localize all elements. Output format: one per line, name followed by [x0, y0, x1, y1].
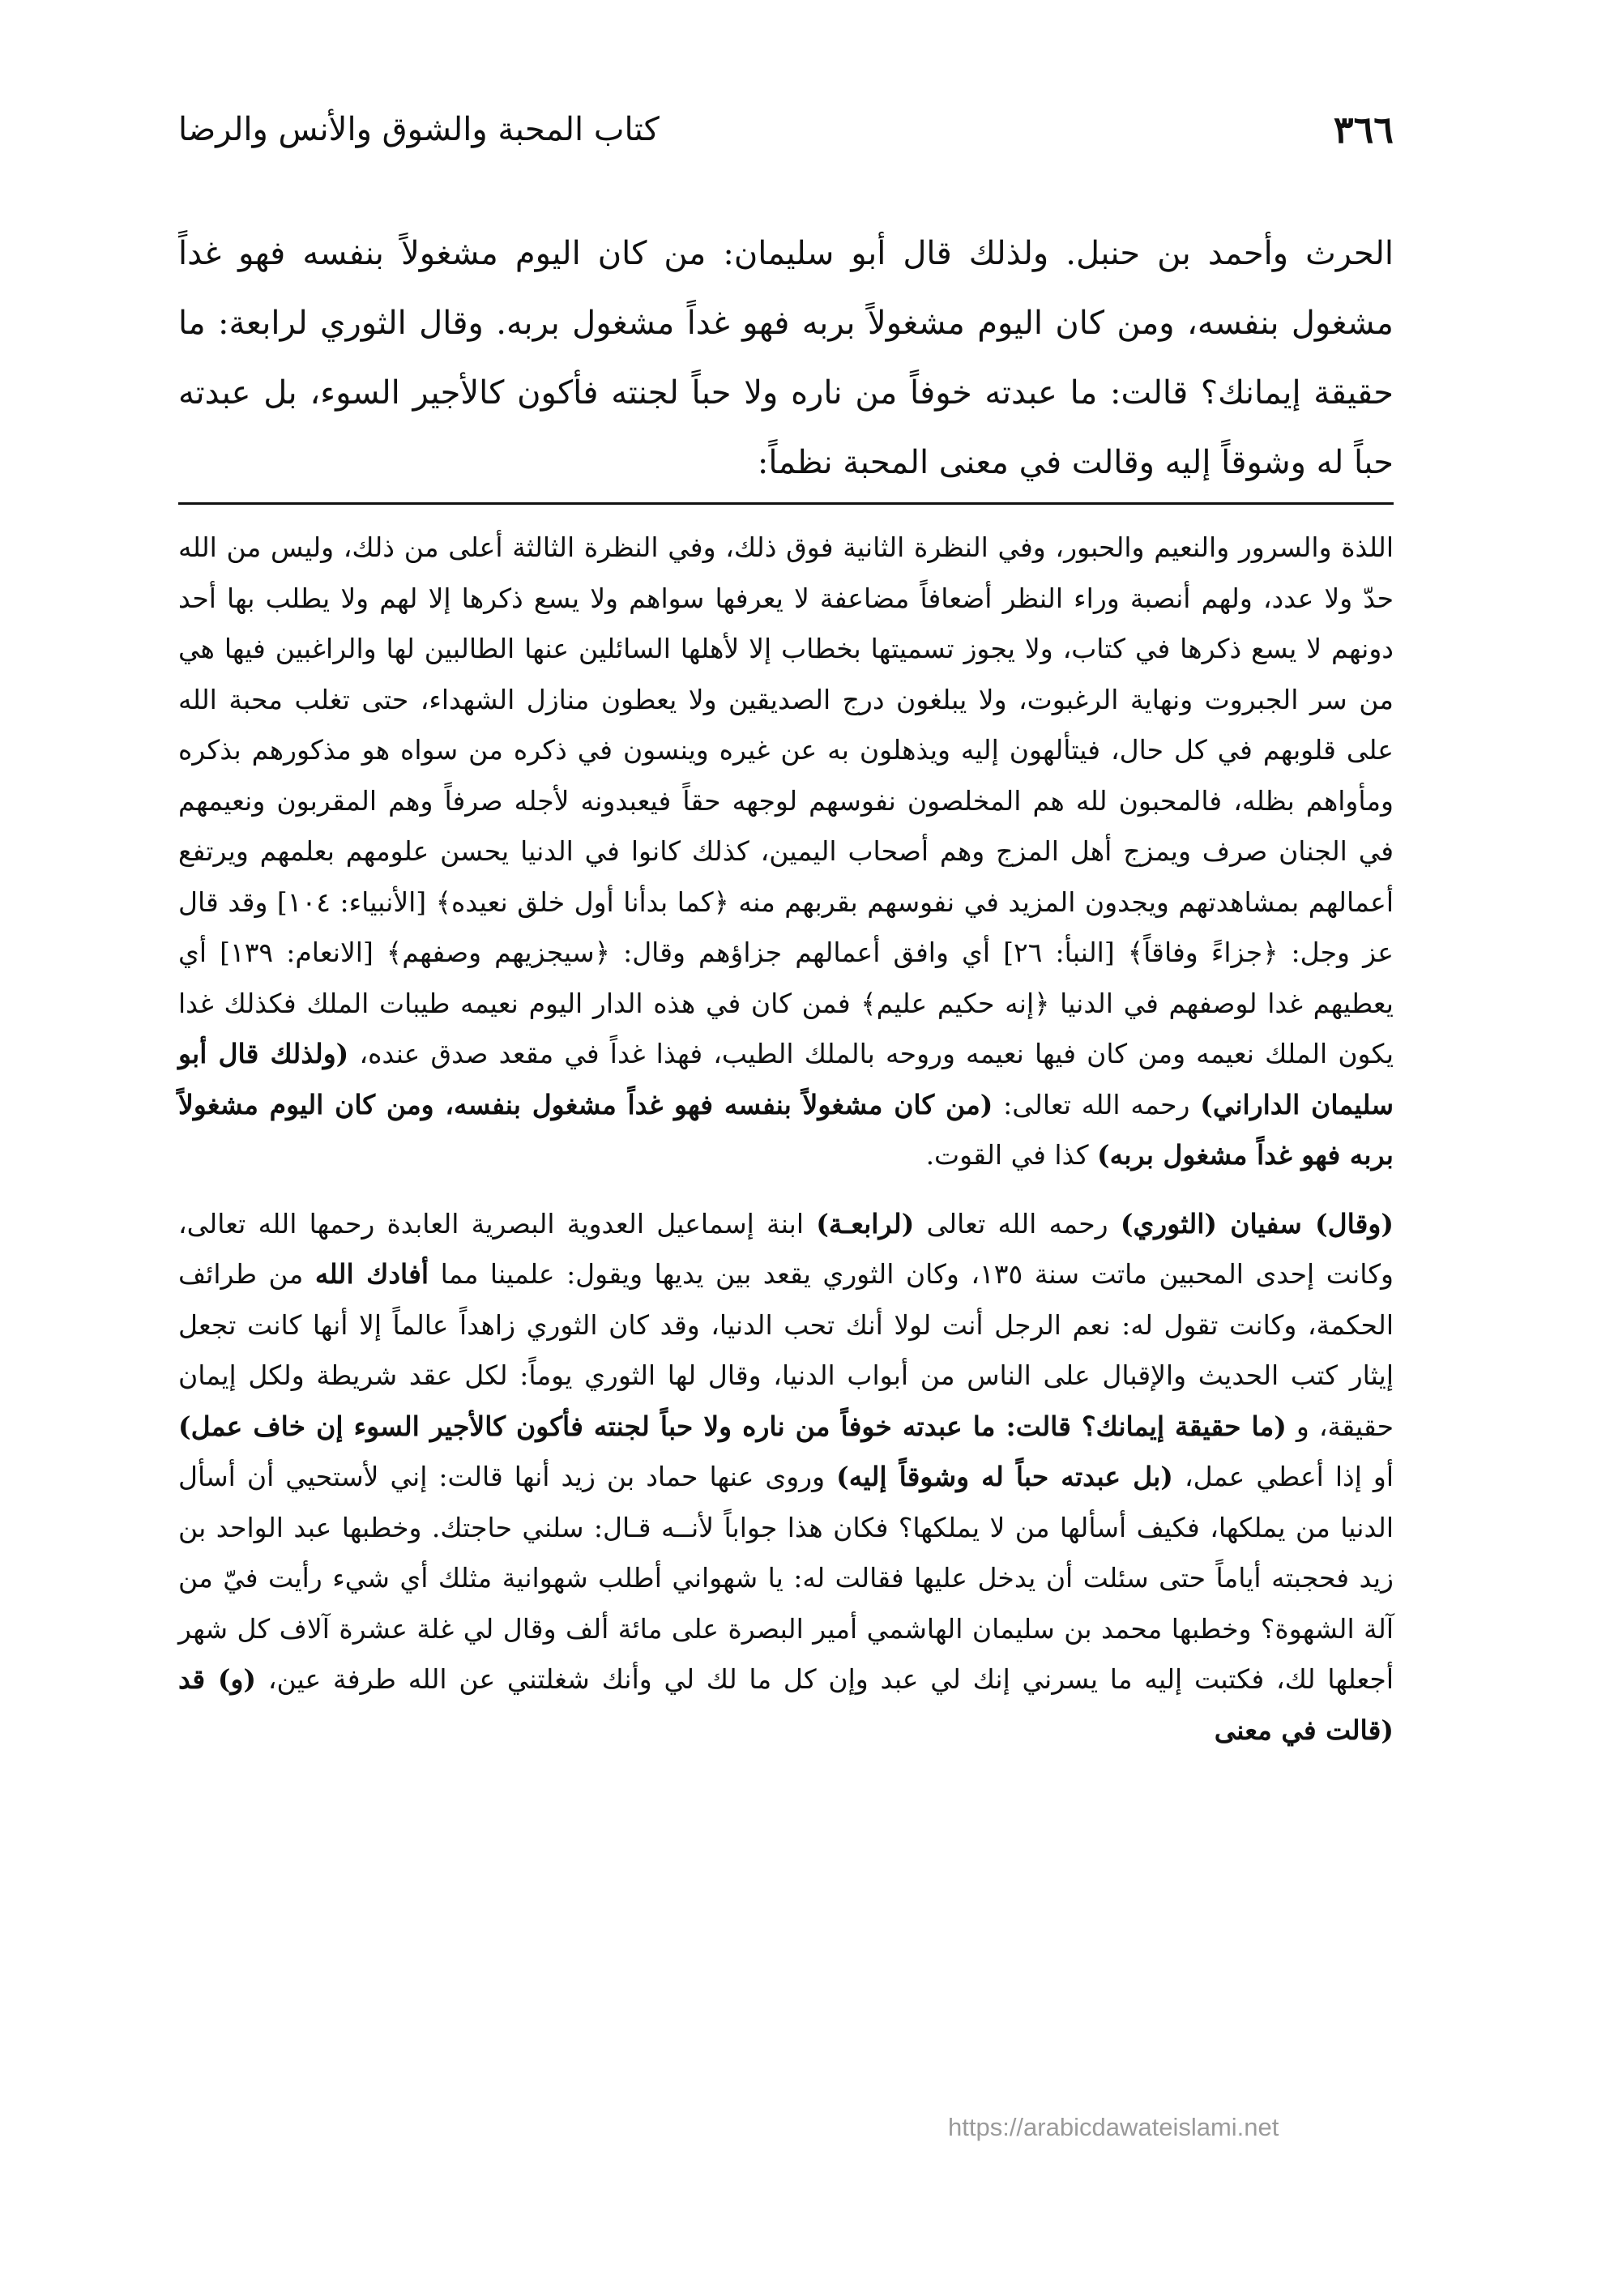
quoted-text: أفادك الله [314, 1258, 429, 1290]
book-page [178, 97, 1394, 2220]
quoted-text: (ولذلك قال أبو سليمان الداراني) [178, 1038, 1394, 1120]
running-title: كتاب المحبة والشوق والأنس والرضا [178, 111, 660, 148]
commentary-paragraph-1 [178, 523, 1394, 1181]
quoted-text: (وقال) سفيان (الثوري) [1120, 1207, 1394, 1240]
quoted-text: (و) قد (قالت في معنى [178, 1663, 1394, 1746]
commentary-paragraph-2 [178, 1199, 1394, 1756]
quoted-text: (بل عبدته حباً له وشوقاً إليه) [836, 1461, 1173, 1492]
commentary-text: رحمه الله تعالى: [1003, 1088, 1190, 1120]
commentary-text: رحمه الله تعالى [926, 1207, 1108, 1240]
commentary-text: كذا في القوت. [925, 1139, 1089, 1171]
section-divider [178, 502, 1394, 505]
commentary [178, 523, 1394, 1756]
page-number: ٣٦٦ [1333, 108, 1394, 152]
commentary-text: من طرائف الحكمة، وكانت تقول له: نعم الرجل أنت لولا أنك تحب الدنيا، وقد كان الثوري زاهداً عالماً إلا أنها كانت تجعل إيثار كتب الحديث والإقبال على الناس من أبواب الدنيا، وقال لها الثوري يوماً: لكل عقد شريطة ولكل إيمان حقيقة، و [178, 1258, 1394, 1442]
main-paragraph: الحرث وأحمد بن حنبل. ولذلك قال أبو سليمان: من كان اليوم مشغولاً بنفسه فهو غداً مشغول بنفسه، ومن كان اليوم مشغولاً بربه فهو غداً مشغول بربه. وقال الثوري لرابعة: ما حقيقة إيمانك؟ قالت: ما عبدته خوفاً من ناره ولا حباً لجنته فأكون كالأجير السوء، بل عبدته حباً له وشوقاً إليه وقالت في معنى المحبة نظماً: [178, 235, 1394, 481]
watermark-url: https://arabicdawateislami.net [948, 2113, 1279, 2141]
quoted-text: (ما حقيقة إيمانك؟ قالت: ما عبدته خوفاً من ناره ولا حباً لجنته فأكون كالأجير السوء إن خاف عمل) [178, 1410, 1287, 1442]
quoted-text: (لرابعـة) [816, 1207, 915, 1240]
commentary-text: وروى عنها حماد بن زيد أنها قالت: إني لأستحيي أن أسأل الدنيا من يملكها، فكيف أسألها من لا يملكها؟ فكان هذا جواباً لأنــه قـال: سلني حاجتك. وخطبها عبد الواحد بن زيد فحجبته أياماً حتى سئلت أن يدخل عليها فقالت له: يا شهواني أطلب شهوانية مثلك أي شيء رأيت فيّ من آلة الشهوة؟ وخطبها محمد بن سليمان الهاشمي أمير البصرة على مائة ألف وقال لي غلة عشرة آلاف كل شهر أجعلها لك، فكتبت إليه ما يسرني إنك لي عبد وإن كل ما لك لي وأنك شغلتني عن الله طرفة عين، [178, 1461, 1394, 1695]
commentary-text: اللذة والسرور والنعيم والحبور، وفي النظرة الثانية فوق ذلك، وفي النظرة الثالثة أعلى من ذلك، وليس من الله حدّ ولا عدد، ولهم أنصبة وراء النظر أضعافاً مضاعفة لا يعرفها سواهم ولا يسع ذكرها إلا لهم ولا يطلب بها أحد دونهم لا يسع ذكرها في كتاب، ولا يجوز تسميتها بخطاب إلا لأهلها السائلين عنها الطالبين لها والراغبين فيها هي من سر الجبروت ونهاية الرغبوت، ولا يبلغون درج الصديقين ولا يعطون منازل الشهداء، حتى تغلب محبة الله على قلوبهم في كل حال، فيتألهون إليه ويذهلون به عن غيره وينسون في ذكره من سواه هو مذكورهم بذكره ومأواهم بظله، فالمحبون لله هم المخلصون نفوسهم لوجهه حقاً فيعبدونه لأجله صرفاً وهم المقربون ونعيمهم في الجنان صرف ويمزج أهل المزج وهم أصحاب اليمين، كذلك كانوا في الدنيا يحسن علومهم بعلمهم ويرتفع أعمالهم بمشاهدتهم ويجدون المزيد في نفوسهم بقربهم منه ﴿كما بدأنا أول خلق نعيده﴾ [الأنبياء: ١٠٤] وقد قال عز وجل: ﴿جزاءً وفاقاً﴾ [النبأ: ٢٦] أي وافق أعمالهم جزاؤهم وقال: ﴿سيجزيهم وصفهم﴾ [الانعام: ١٣٩] أي يعطيهم غدا لوصفهم في الدنيا ﴿إنه حكيم عليم﴾ فمن كان في هذه الدار اليوم نعيمه طيبات الملك فكذلك غدا يكون الملك نعيمه ومن كان فيها نعيمه وروحه بالملك الطيب، فهذا غداً في مقعد صدق عنده، [178, 531, 1394, 1069]
quoted-text: (من كان مشغولاً بنفسه فهو غداً مشغول بنفسه، ومن كان اليوم مشغولاً بربه فهو غداً مشغول بربه) [178, 1088, 1394, 1171]
commentary-text: أو إذا أعطي عمل، [1184, 1461, 1394, 1492]
main-text [178, 219, 1394, 497]
page-header [178, 97, 1394, 162]
commentary-text: ابنة إسماعيل العدوية البصرية العابدة رحمها الله تعالى، وكانت إحدى المحبين ماتت سنة ١٣٥، وكان الثوري يقعد بين يديها ويقول: علمينا مما [178, 1207, 1394, 1290]
